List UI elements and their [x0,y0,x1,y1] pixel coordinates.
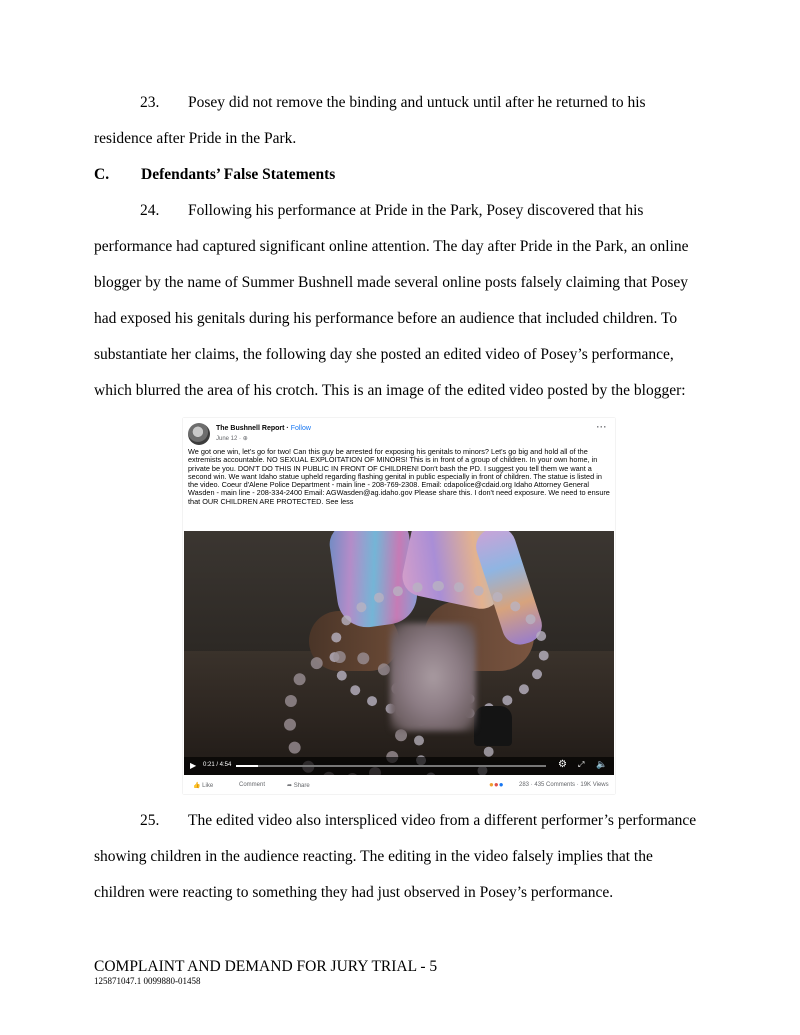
paragraph-number-24: 24. [140,202,160,219]
play-icon[interactable]: ▶ [190,761,197,770]
paragraph-number-23: 23. [140,94,160,111]
embedded-social-post [183,418,615,794]
paragraph-number-25: 25. [140,812,160,829]
post-actions [183,776,615,794]
paragraph-text: performance had captured significant online attention. The day after Pride in the Park, an online [94,238,689,255]
section-heading: Defendants’ False Statements [141,166,336,183]
share-icon: ➦ [287,783,293,789]
paragraph-text: residence after Pride in the Park. [94,130,297,147]
follow-link[interactable]: Follow [290,425,311,432]
avatar [188,423,210,445]
settings-gear-icon[interactable]: ⚙ [558,759,567,770]
video-player[interactable] [184,531,614,775]
like-button[interactable] [193,782,213,789]
paragraph-text: showing children in the audience reacting. The editing in the video falsely implies that the [94,848,653,865]
reaction-icons: ●●● [489,780,504,789]
globe-icon: ⊕ [242,436,248,442]
paragraph-text: had exposed his genitals during his performance before an audience that included children. To [94,310,678,327]
blurred-area [390,623,476,731]
video-controls [184,757,614,775]
post-author-name: The Bushnell Report [216,425,285,432]
post-text: We got one win, let's go for two! Can this guy be arrested for exposing his genitals to minors? Let's go big and hold all of the extremists accountable. NO SEXUAL EXPLOITATION OF MINORS! This is in front of a group of children. In your own home, in private be you. DON'T DO THIS IN PUBLIC IN FRONT OF CHILDREN! Don't bash the PD. I suggest you tell them we want a second win. We want Idaho statue upheld regarding flashing genital in public especially in front of children. The statue is listed in the video. Coeur d'Alene Police Department - main line - 208-769-2308. Email: cdapolice@cdaid.org Idaho Attorney General Wasden - main line - 208-334-2400 Email: AGWasden@ag.idaho.gov Please share this. I don't need exposure. We need to ensure that OUR CHILDREN ARE PROTECTED. See less [188,447,610,506]
video-timestamp: 0:21 / 4:54 [203,762,232,768]
paragraph-text: Posey did not remove the binding and untuck until after he returned to his [188,94,646,111]
paragraph-text: Following his performance at Pride in the Park, Posey discovered that his [188,202,644,219]
video-progress-bar[interactable] [236,765,546,767]
post-author: The Bushnell Report · Follow [216,425,311,432]
section-letter: C. [94,166,110,183]
thumbs-up-icon: 👍 [193,783,201,789]
paragraph-text: which blurred the area of his crotch. This is an image of the edited video posted by the blogger: [94,382,686,399]
reaction-count: 283 [519,782,530,788]
reaction-stats [519,782,609,788]
paragraph-text: substantiate her claims, the following day she posted an edited video of Posey’s performance, [94,346,674,363]
document-number: 125871047.1 0099880-01458 [94,976,201,986]
share-button[interactable] [287,782,310,789]
volume-icon[interactable]: 🔈 [596,759,608,769]
document-footer-title: COMPLAINT AND DEMAND FOR JURY TRIAL - 5 [94,958,438,975]
post-date [216,435,248,442]
like-label: Like [202,783,214,789]
comments-views: · 435 Comments · 19K Views [530,782,609,788]
fullscreen-icon[interactable]: ⤢ [578,760,585,769]
paragraph-text: children were reacting to something they had just observed in Posey’s performance. [94,884,614,901]
video-progress-fill [236,765,258,767]
more-options-icon[interactable]: ··· [596,422,607,432]
share-label: Share [293,783,310,789]
paragraph-text: blogger by the name of Summer Bushnell made several online posts falsely claiming that Posey [94,274,689,291]
boot [474,706,512,746]
post-date-text: June 12 · [216,436,243,442]
paragraph-text: The edited video also interspliced video from a different performer’s performance [188,812,697,829]
comment-button[interactable]: Comment [239,782,266,788]
